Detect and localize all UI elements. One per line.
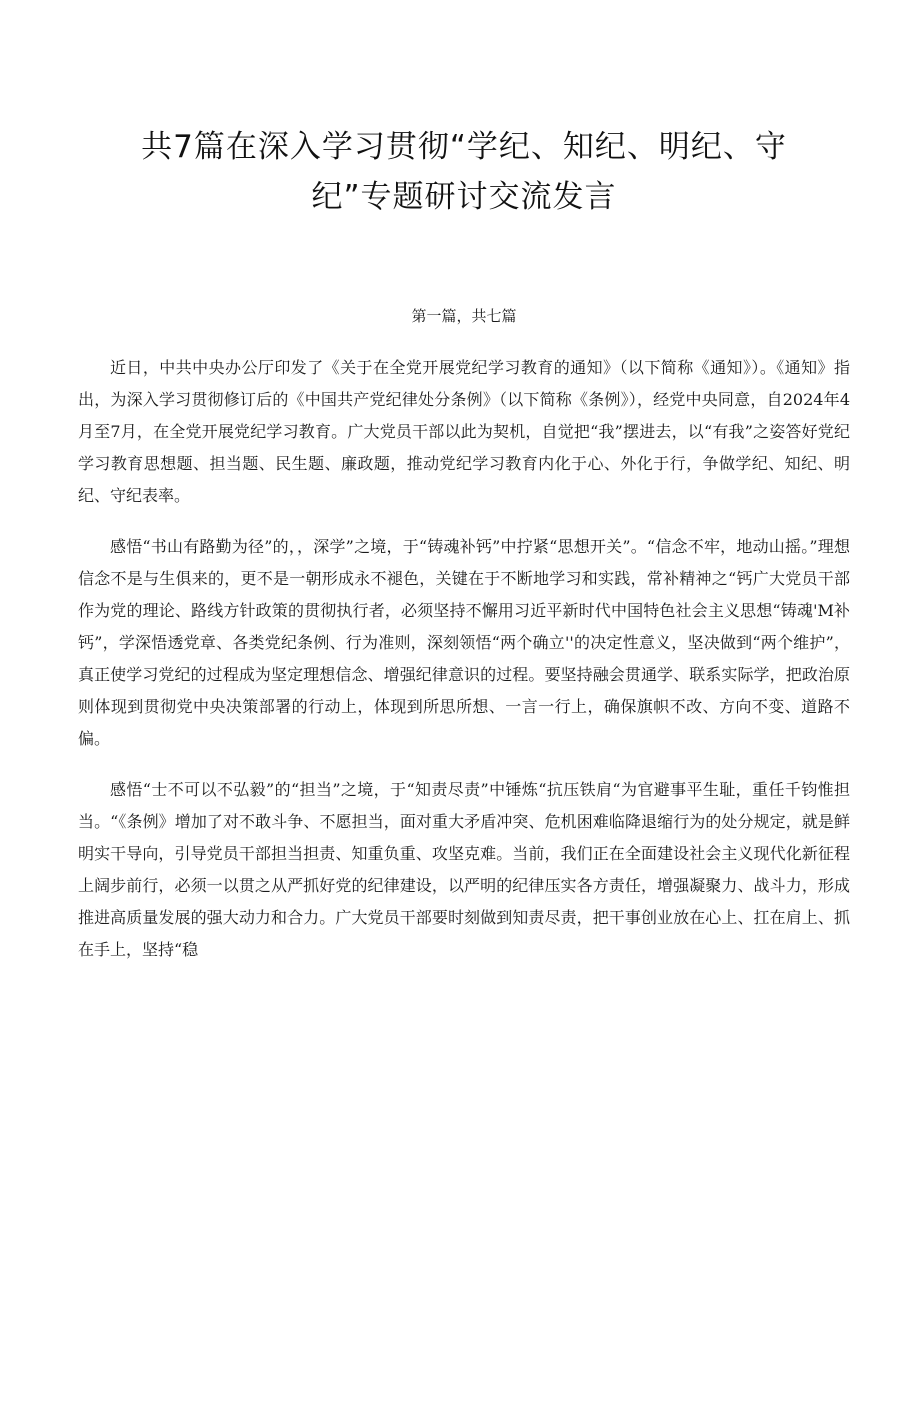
paragraph-1: 近日，中共中央办公厅印发了《关于在全党开展党纪学习教育的通知》（以下简称《通知》）。《通知》指出，为深入学习贯彻修订后的《中国共产党纪律处分条例》（以下简称《条例》），经党中央同意，自2024年4月至7月，在全党开展党纪学习教育。广大党员干部以此为契机，自觉把“我”摆进去，以“有我”之姿答好党纪学习教育思想题、担当题、民生题、廉政题，推动党纪学习教育内化于心、外化于行，争做学纪、知纪、明纪、守纪表率。 [78,358,850,505]
paragraph-2: 感悟“书山有路勤为径”的，，深学”之境，于“铸魂补钙”中拧紧“思想开关”。“信念不牢，地动山摇。”理想信念不是与生俱来的，更不是一朝形成永不褪色，关键在于不断地学习和实践，常补精神之“钙广大党员干部作为党的理论、路线方针政策的贯彻执行者，必须坚持不懈用习近平新时代中国特色社会主义思想“铸魂'M补钙”，学深悟透党章、各类党纪条例、行为准则，深刻领悟“两个确立''的决定性意义，坚决做到“两个维护”，真正使学习党纪的过程成为坚定理想信念、增强纪律意识的过程。要坚持融会贯通学、联系实际学，把政治原则体现到贯彻党中央决策部署的行动上，体现到所思所想、一言一行上，确保旗帜不改、方向不变、道路不偏。 [78,537,850,748]
paragraph-3: 感悟“士不可以不弘毅”的“担当”之境，于“知责尽责”中锤炼“抗压铁肩“为官避事平生耻，重任千钧惟担当。“《条例》增加了对不敢斗争、不愿担当，面对重大矛盾冲突、危机困难临降退缩行为的处分规定，就是鲜明实干导向，引导党员干部担当担责、知重负重、攻坚克难。当前，我们正在全面建设社会主义现代化新征程上阔步前行，必须一以贯之从严抓好党的纪律建设，以严明的纪律压实各方责任，增强凝聚力、战斗力，形成推进高质量发展的强大动力和合力。广大党员干部要时刻做到知责尽责，把干事创业放在心上、扛在肩上、抓在手上，坚持“稳 [78,780,850,959]
document-page [0,122,920,1423]
document-title: 共7篇在深入学习贯彻“学纪、知纪、明纪、守纪”专题研讨交流发言 [141,129,787,215]
section-heading: 第一篇，共七篇 [411,307,517,325]
document-body [78,352,850,966]
